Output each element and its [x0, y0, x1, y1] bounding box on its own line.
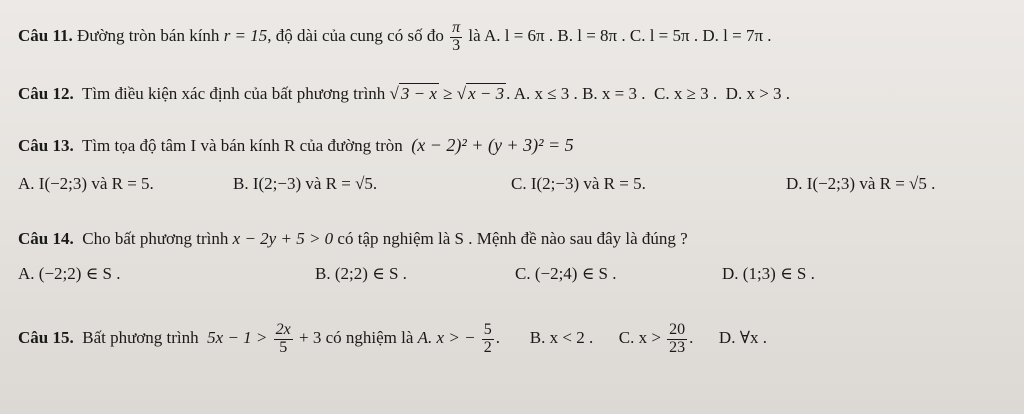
option-b: B. x = 3 .: [582, 84, 646, 103]
fraction-numerator: 20: [669, 321, 686, 338]
option-d: D. l = 7π .: [702, 26, 772, 46]
option-b: B. l = 8π .: [557, 26, 626, 46]
question-text: Bất phương trình: [82, 328, 199, 348]
fraction-denominator: 23: [669, 338, 686, 356]
question-label: Câu 12.: [18, 84, 74, 103]
question-text: Đường tròn bán kính: [77, 26, 220, 46]
question-text: Tìm điều kiện xác định của bất phương trình: [81, 84, 386, 103]
question-11: [18, 20, 772, 55]
option-a-fraction: [482, 322, 494, 357]
option-a: A. l = 6π .: [483, 26, 554, 46]
question-text-mid: , độ dài của cung có số đo: [267, 26, 444, 46]
arc-fraction: [450, 20, 462, 55]
option-c-prefix: C. x >: [618, 328, 661, 348]
question-text: Tìm tọa độ tâm I và bán kính R của đường tròn: [81, 136, 403, 155]
question-tail: là: [468, 26, 481, 46]
option-b: B. (2;2) ∈ S .: [315, 264, 407, 283]
option-c: C. x ≥ 3 .: [654, 84, 718, 103]
question-text: Cho bất phương trình: [82, 229, 229, 248]
option-d: D. x > 3 .: [725, 84, 791, 103]
option-c: C. l = 5π .: [629, 26, 699, 46]
circle-equation: (x − 2)² + (y + 3)² = 5: [411, 135, 574, 155]
question-label: Câu 14.: [18, 229, 74, 248]
fraction-numerator: 2x: [275, 321, 291, 338]
question-tail: có nghiệm là: [325, 328, 414, 348]
option-b: B. I(2;−3) và R = √5.: [233, 174, 378, 193]
option-d: D. I(−2;3) và R = √5 .: [786, 174, 936, 193]
question-12: Câu 12. Tìm điều kiện xác định của bất phương trình √ 3 − x ≥ √ x − 3 . A. x ≤ 3 . B. x = 3 . C. x ≥ 3 . D. x > 3 .: [18, 84, 791, 103]
option-a: A. I(−2;3) và R = 5.: [18, 174, 154, 193]
ge-sign: ≥: [443, 84, 453, 103]
option-b: B. x < 2 .: [529, 328, 594, 348]
fraction-denominator: 2: [483, 338, 492, 356]
option-c-fraction: [667, 322, 687, 357]
option-a-prefix: A. x > −: [417, 328, 476, 348]
question-14: [18, 229, 688, 249]
question-13: [18, 135, 574, 156]
option-c: C. (−2;4) ∈ S .: [515, 264, 617, 283]
inequality-plus: + 3: [299, 328, 322, 348]
fraction: [274, 322, 293, 357]
question-tail: có tập nghiệm là S . Mệnh đề nào sau đây là đúng ?: [337, 229, 688, 248]
question-label: Câu 15.: [18, 328, 74, 348]
fraction-numerator: 5: [483, 321, 492, 338]
fraction-numerator: π: [452, 19, 461, 36]
question-label: Câu 13.: [18, 136, 74, 155]
fraction-denominator: 5: [279, 338, 288, 356]
option-d: D. ∀x .: [718, 328, 767, 348]
sqrt-rhs: x − 3: [468, 84, 505, 103]
option-d: D. (1;3) ∈ S .: [722, 264, 815, 283]
inequality: x − 2y + 5 > 0: [232, 229, 334, 248]
radius-expr: r = 15: [223, 26, 268, 46]
sqrt-lhs: 3 − x: [400, 84, 437, 103]
inequality-lhs: 5x − 1 >: [207, 328, 268, 348]
fraction-denominator: 3: [452, 36, 461, 54]
option-c: C. I(2;−3) và R = 5.: [511, 174, 646, 193]
question-15: Câu 15. Bất phương trình 5x − 1 > $\frac{2x}{5}$ + 3 có nghiệm là A. x > − $\frac{5}{2}$ . B. x < 2 . C. x > $\frac{20}{23}$ . D. ∀x .: [18, 321, 767, 356]
option-a: A. (−2;2) ∈ S .: [18, 264, 121, 283]
option-a: . A. x ≤ 3 .: [506, 84, 578, 103]
question-label: Câu 11.: [18, 26, 73, 46]
